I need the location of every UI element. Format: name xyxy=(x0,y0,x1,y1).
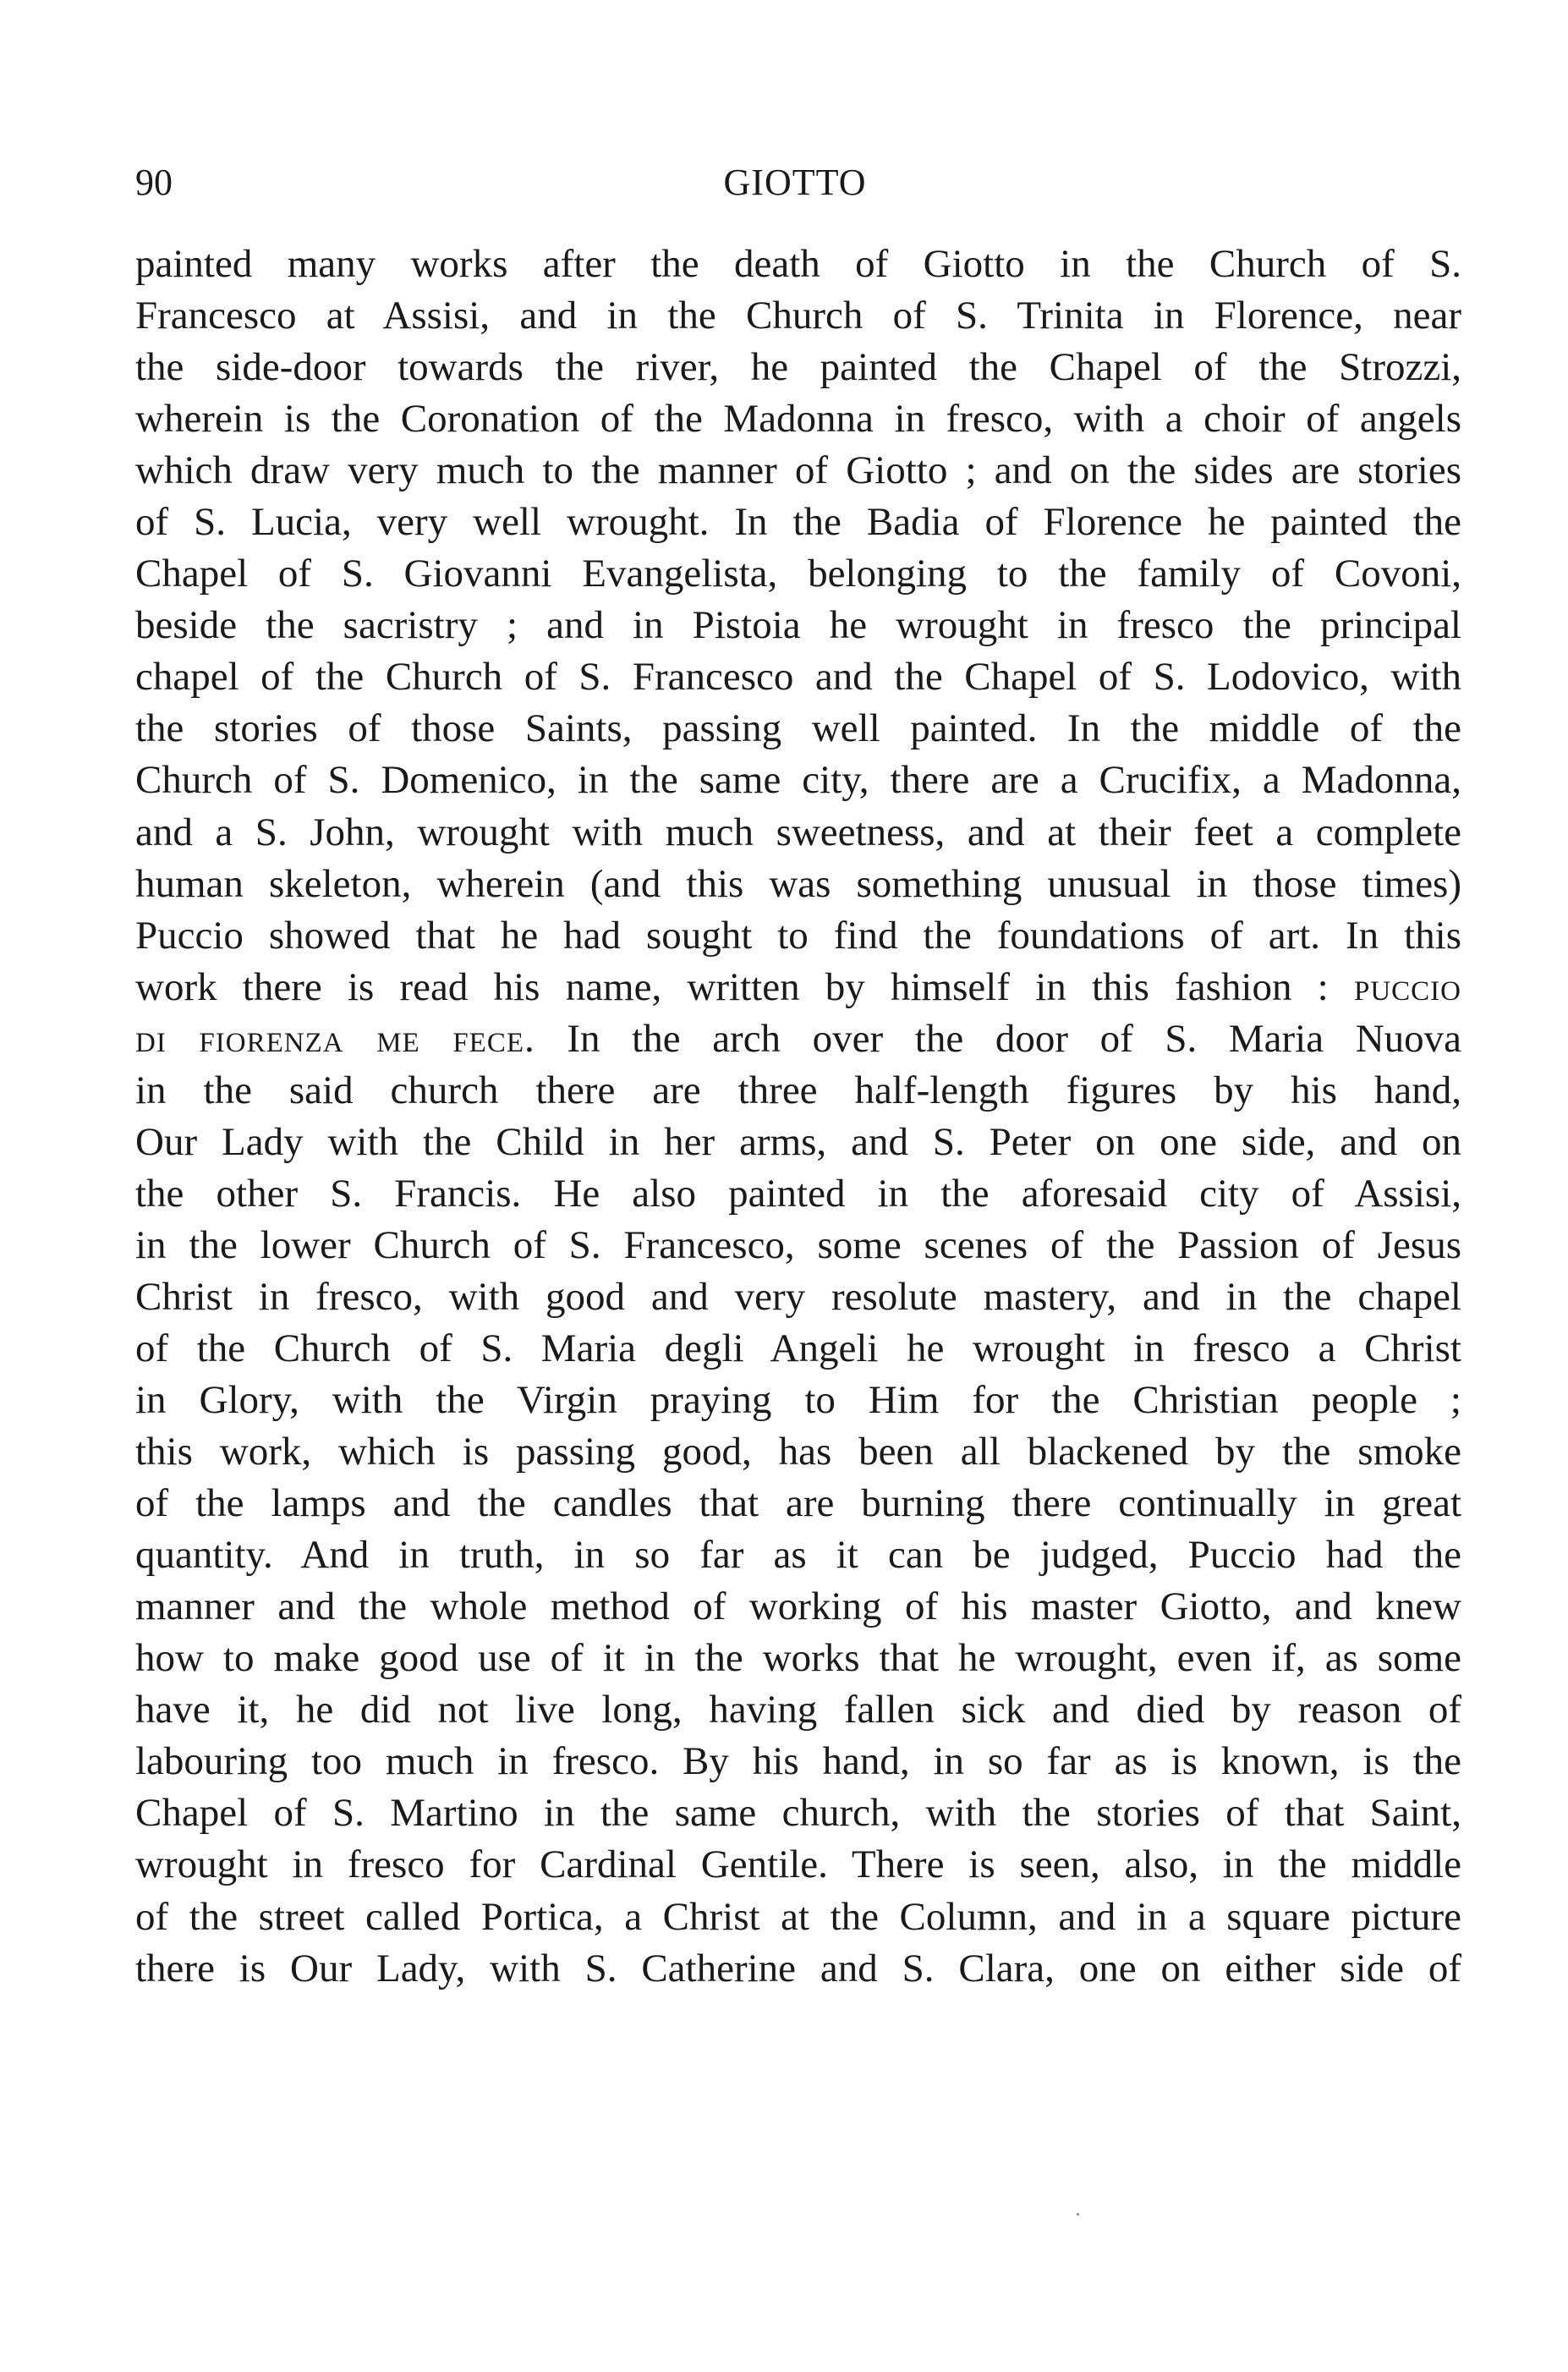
running-head xyxy=(135,157,1455,208)
running-title: GIOTTO xyxy=(723,162,867,203)
text-line: beside the sacristry ; and in Pistoia he wrought in fresco the principal xyxy=(135,603,1461,648)
text-line: quantity. And in truth, in so far as it can be judged, Puccio had the xyxy=(135,1533,1461,1578)
text-line: Our Lady with the Child in her arms, and S. Peter on one side, and on xyxy=(135,1119,1461,1164)
text-line: Puccio showed that he had sought to find the foundations of art. In this xyxy=(135,913,1461,958)
text-line: the other S. Francis. He also painted in the aforesaid city of Assisi, xyxy=(135,1171,1461,1216)
text-line: Chapel of S. Martino in the same church, with the stories of that Saint, xyxy=(135,1791,1461,1836)
text-line: Chapel of S. Giovanni Evangelista, belonging to the family of Covoni, xyxy=(135,552,1461,596)
text-line: in the said church there are three half-length figures by his hand, xyxy=(135,1068,1461,1112)
text-line: Church of S. Domenico, in the same city, there are a Crucifix, a Madonna, xyxy=(135,758,1461,803)
text-line: of the Church of S. Maria degli Angeli he wrought in fresco a Christ xyxy=(135,1326,1461,1370)
text-line: wherein is the Coronation of the Madonna in fresco, with a choir of angels xyxy=(135,397,1461,442)
text-line: in Glory, with the Virgin praying to Him for the Christian people ; xyxy=(135,1378,1461,1423)
text-line: Christ in fresco, with good and very resolute mastery, and in the chapel xyxy=(135,1274,1461,1319)
print-speck xyxy=(1077,2213,1079,2216)
inscription-part-1: puccio xyxy=(1353,964,1461,1009)
text-fragment: work there is read his name, written by himself in this fashion : xyxy=(135,964,1329,1009)
text-line: the stories of those Saints, passing well painted. In the middle of the xyxy=(135,706,1461,751)
text-line: of the lamps and the candles that are burning there continually in great xyxy=(135,1481,1461,1526)
text-line: this work, which is passing good, has been all blackened by the smoke xyxy=(135,1430,1461,1474)
text-line: chapel of the Church of S. Francesco and the Chapel of S. Lodovico, with xyxy=(135,655,1461,700)
text-fragment: In the arch over the door of S. Maria Nuova xyxy=(567,1016,1462,1061)
text-line: painted many works after the death of Giotto in the Church of S. xyxy=(135,242,1461,286)
text-line: labouring too much in fresco. By his hand, in so far as is known, is the xyxy=(135,1739,1461,1784)
text-line: there is Our Lady, with S. Catherine and S. Clara, one on either side of xyxy=(135,1946,1461,1990)
text-line-with-inscription xyxy=(135,1013,1461,1065)
text-line: have it, he did not live long, having fallen sick and died by reason of xyxy=(135,1688,1461,1732)
body-text xyxy=(135,239,1461,1995)
text-line: in the lower Church of S. Francesco, some scenes of the Passion of Jesus xyxy=(135,1222,1461,1267)
text-line-with-inscription xyxy=(135,962,1461,1013)
text-line: manner and the whole method of working of his master Giotto, and knew xyxy=(135,1584,1461,1629)
text-line: human skeleton, wherein (and this was something unusual in those times) xyxy=(135,861,1461,906)
text-line: Francesco at Assisi, and in the Church of S. Trinita in Florence, near xyxy=(135,294,1461,338)
text-line: of the street called Portica, a Christ at the Column, and in a square picture xyxy=(135,1894,1461,1939)
inscription-part-2: di fiorenza me fece. xyxy=(135,1016,535,1061)
text-line: and a S. John, wrought with much sweetness, and at their feet a complete xyxy=(135,810,1461,854)
text-line: of S. Lucia, very well wrought. In the Badia of Florence he painted the xyxy=(135,500,1461,545)
text-line: wrought in fresco for Cardinal Gentile. There is seen, also, in the middle xyxy=(135,1842,1461,1887)
text-line: which draw very much to the manner of Giotto ; and on the sides are stories xyxy=(135,448,1461,493)
text-line: the side-door towards the river, he painted the Chapel of the Strozzi, xyxy=(135,345,1461,390)
text-line: how to make good use of it in the works that he wrought, even if, as some xyxy=(135,1636,1461,1681)
page-number: 90 xyxy=(135,162,173,203)
